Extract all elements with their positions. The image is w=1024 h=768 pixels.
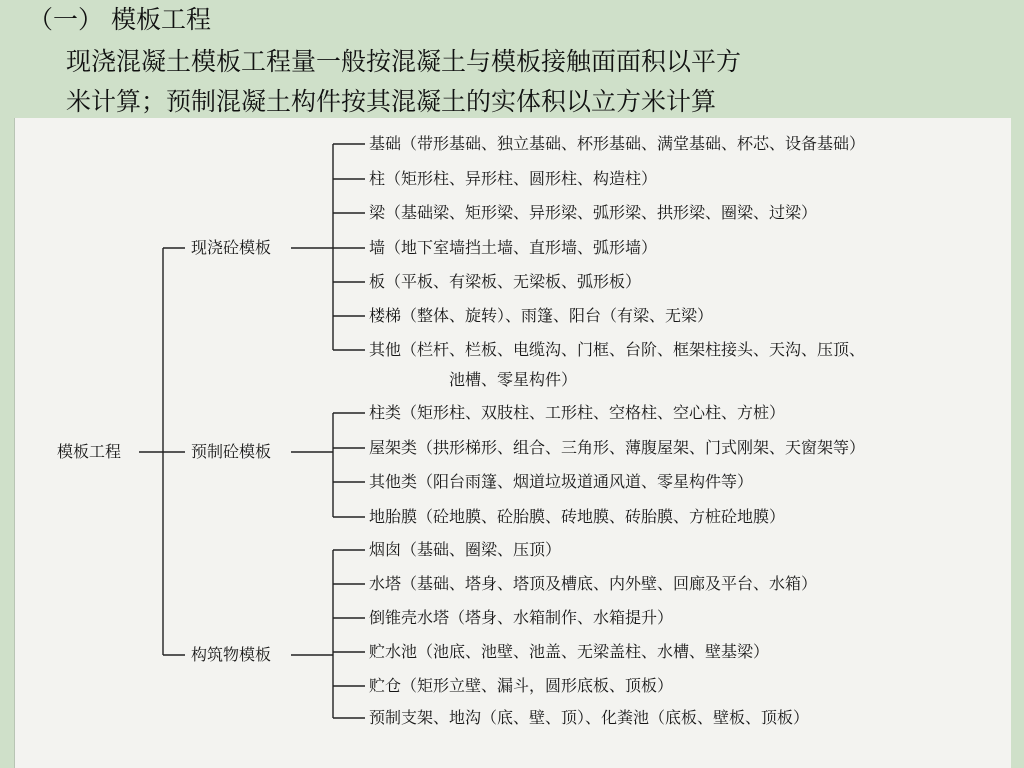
tree-leaf: 梁（基础梁、矩形梁、异形梁、弧形梁、拱形梁、圈梁、过梁） [369,203,818,222]
tree-leaf: 板（平板、有梁板、无梁板、弧形板） [369,272,642,291]
tree-leaf: 其他（栏杆、栏板、电缆沟、门框、台阶、框架柱接头、天沟、压顶、 [369,340,866,359]
tree-root: 模板工程 [57,442,122,461]
classification-diagram [14,118,1011,768]
tree-leaf: 贮水池（池底、池壁、池盖、无梁盖柱、水槽、壁基梁） [369,642,770,661]
tree-leaf: 地胎膜（砼地膜、砼胎膜、砖地膜、砖胎膜、方桩砼地膜） [369,507,786,526]
tree-leaf: 烟囱（基础、圈梁、压顶） [369,540,562,559]
tree-leaf: 预制支架、地沟（底、壁、顶）、化粪池（底板、壁板、顶板） [369,708,810,727]
tree-leaf-continuation: 池槽、零星构件） [449,370,578,389]
group-label-precast: 预制砼模板 [191,442,272,461]
tree-leaf: 楼梯（整体、旋转）、雨篷、阳台（有梁、无梁） [369,306,714,325]
tree-leaf: 倒锥壳水塔（塔身、水箱制作、水箱提升） [369,608,674,627]
tree-leaf: 屋架类（拱形梯形、组合、三角形、薄腹屋架、门式刚架、天窗架等） [369,438,866,457]
tree-leaf: 基础（带形基础、独立基础、杯形基础、满堂基础、杯芯、设备基础） [369,134,866,153]
section-title: （一） 模板工程 [28,5,211,34]
intro-paragraph-line-1: 现浇混凝土模板工程量一般按混凝土与模板接触面面积以平方 [66,47,742,76]
group-label-cast-in-place: 现浇砼模板 [191,238,272,257]
tree-leaf: 贮仓（矩形立壁、漏斗，圆形底板、顶板） [369,676,674,695]
group-label-structures: 构筑物模板 [191,645,272,664]
tree-leaf: 其他类（阳台雨篷、烟道垃圾道通风道、零星构件等） [369,472,754,491]
tree-leaf: 水塔（基础、塔身、塔顶及槽底、内外壁、回廊及平台、水箱） [369,574,818,593]
tree-leaf: 柱（矩形柱、异形柱、圆形柱、构造柱） [369,169,658,188]
tree-leaf: 柱类（矩形柱、双肢柱、工形柱、空格柱、空心柱、方桩） [369,403,786,422]
intro-paragraph-line-2: 米计算；预制混凝土构件按其混凝土的实体积以立方米计算 [66,87,717,116]
tree-leaf: 墙（地下室墙挡土墙、直形墙、弧形墙） [369,238,658,257]
